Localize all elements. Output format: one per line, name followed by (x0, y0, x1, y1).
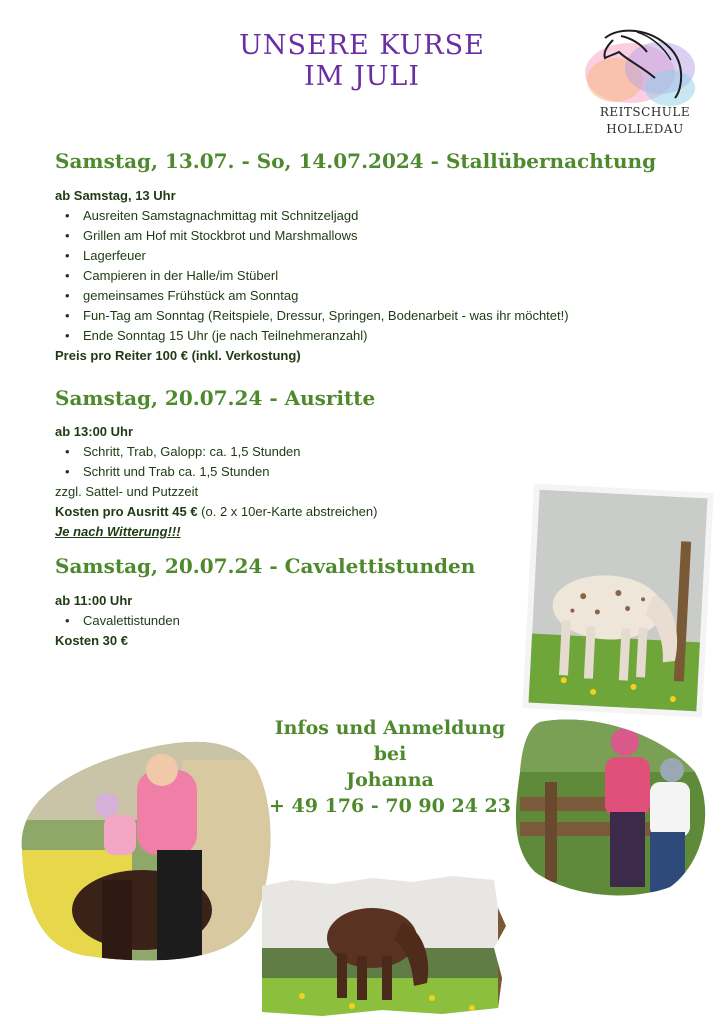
price-line (55, 502, 377, 522)
contact-info (250, 715, 530, 819)
list-item: • Campieren in der Halle/im Stüberl (83, 266, 569, 286)
list-item: • Schritt, Trab, Galopp: ca. 1,5 Stunden (83, 442, 377, 462)
girls-at-fence-photo (510, 712, 710, 897)
logo-line-1: REITSCHULE (599, 105, 691, 119)
list-item: • Grillen am Hof mit Stockbrot und Marshmallows (83, 226, 569, 246)
price-note: (o. 2 x 10er-Karte abstreichen) (197, 504, 378, 519)
girls-with-pony-photo (12, 730, 277, 965)
start-time: ab Samstag, 13 Uhr (55, 188, 176, 203)
contact-line-2: bei (373, 743, 407, 765)
contact-phone: + 49 176 - 70 90 24 23 (269, 795, 511, 817)
title-line-2: IM JULI (303, 61, 421, 92)
price: Kosten 30 € (55, 633, 128, 648)
list-item: • Ausreiten Samstagnachmittag mit Schnitzeljagd (83, 206, 569, 226)
horse-head-logo-icon (575, 18, 705, 118)
activity-list (55, 442, 377, 482)
price: Kosten pro Ausritt 45 € (55, 504, 198, 519)
list-item: • Ende Sonntag 15 Uhr (je nach Teilnehmeranzahl) (83, 326, 569, 346)
section-body-ausritte (55, 422, 377, 542)
list-item: • Fun-Tag am Sonntag (Reitspiele, Dressur, Springen, Bodenarbeit - was ihr möchtet!) (83, 306, 569, 326)
title-line-1: UNSERE KURSE (239, 30, 485, 61)
logo-text (575, 104, 715, 138)
weather-note: Je nach Witterung!!! (55, 524, 181, 539)
activity-list (55, 206, 569, 346)
list-item: • Cavalettistunden (83, 611, 180, 631)
brown-pony-photo (262, 868, 522, 1018)
logo-line-2: HOLLEDAU (606, 122, 684, 136)
list-item: • Lagerfeuer (83, 246, 569, 266)
price: Preis pro Reiter 100 € (inkl. Verkostung) (55, 348, 301, 363)
section-body-stalluebernachtung (55, 186, 569, 366)
contact-name: Johanna (346, 769, 434, 791)
section-heading-cavalettistunden: Samstag, 20.07.24 - Cavalettistunden (55, 554, 476, 578)
section-heading-ausritte: Samstag, 20.07.24 - Ausritte (55, 386, 376, 410)
start-time: ab 13:00 Uhr (55, 424, 134, 439)
section-body-cavalettistunden (55, 591, 180, 651)
start-time: ab 11:00 Uhr (55, 593, 133, 608)
section-heading-stalluebernachtung: Samstag, 13.07. - So, 14.07.2024 - Stallübernachtung (55, 149, 657, 173)
contact-line-1: Infos und Anmeldung (274, 717, 506, 739)
list-item: • Schritt und Trab ca. 1,5 Stunden (83, 462, 377, 482)
appaloosa-horse-photo (522, 483, 714, 717)
list-item: • gemeinsames Frühstück am Sonntag (83, 286, 569, 306)
extra-note: zzgl. Sattel- und Putzzeit (55, 484, 199, 499)
activity-list (55, 611, 180, 631)
